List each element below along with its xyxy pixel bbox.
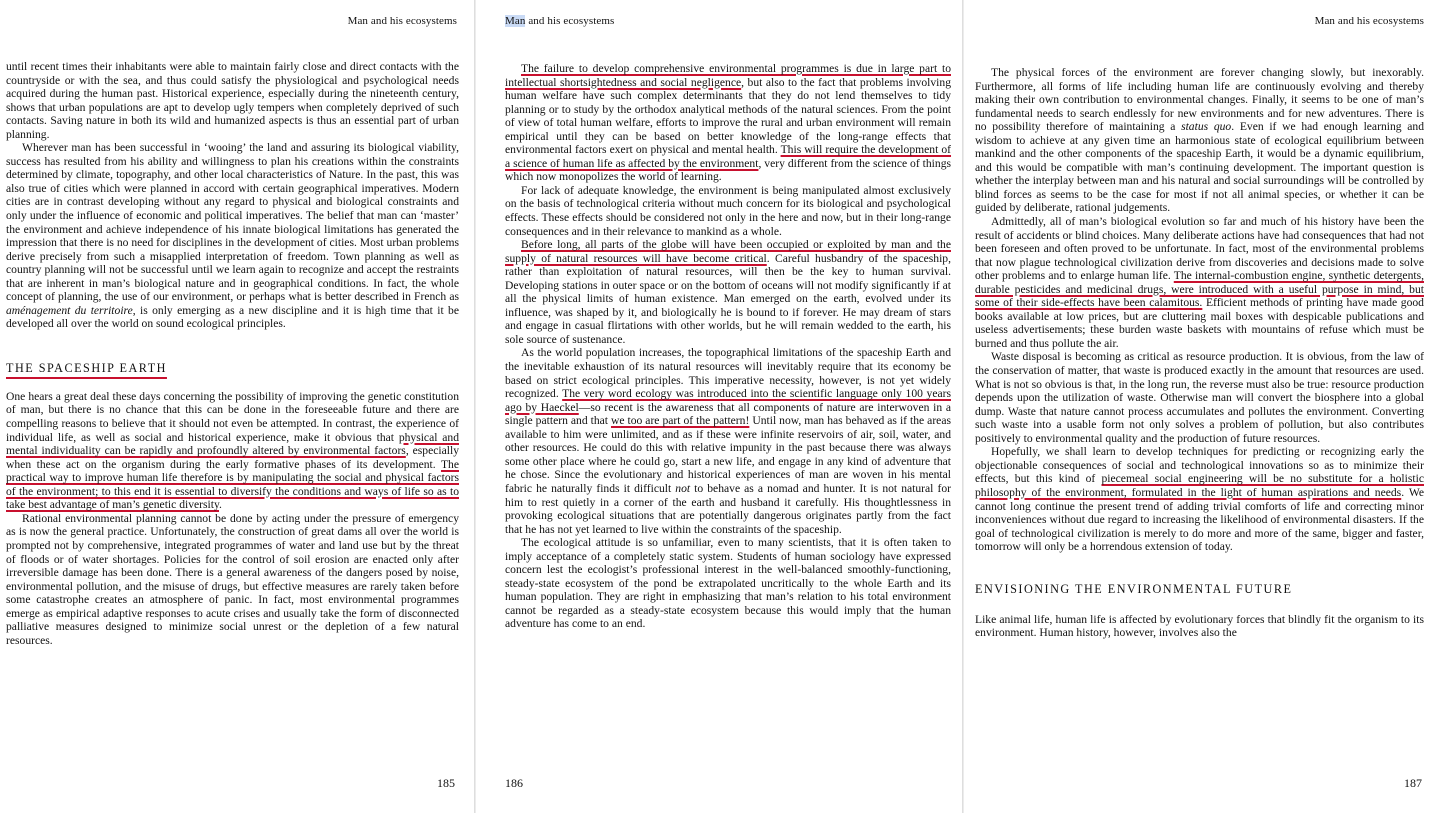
text-run: . We cannot long continue the present trend of adding trivial comforts of life and correcting minor inconveniences without due regard to increasing the likelihood of environmental disasters. If the goal of technological civilization is merely to do more and more of the same, bigger and faster, tomorrow will only be a horrendous extension of today. <box>975 485 1425 554</box>
running-head: Man and his ecosystems <box>1314 15 1424 27</box>
underlined-passage: This will require the development of a science of human life as affected by the environment <box>505 143 952 170</box>
page-gutter <box>962 0 964 813</box>
text-run: . Careful husbandry of the spaceship, rather than exploitation of natural resources, will then be the key to human survival. Developing stations in outer space or on the bottom of oceans will not modify significantly if at all the physical limits of human existence. Man emerged on the earth, evolved under its influence, was shaped by it, and biologically he is bound to if forever. He may dream of stars and engage in casual flirtations with other worlds, but he will remain wedded to the earth, his sole source of sustenance. <box>505 251 951 346</box>
text-run: Hopefully, we shall learn to develop techniques for predicting or recognizing early the objectionable consequences of social and technological innovations so as to minimize their effects, but this kind of <box>975 445 1424 486</box>
paragraph: For lack of adequate knowledge, the environment is being manipulated almost exclusively on the basis of technological criteria without much concern for its biological and psychological effects. These effects should be considered not only in the here and now, but in their long-range consequences and in their relevance to mankind as a whole. <box>505 183 951 238</box>
text-run: Admittedly, all of man’s biological evolution so far and much of his history have been the result of accidents or blind choices. Many deliberate actions have had consequences that had not been foreseen and often proved to be unfortunate. In fact, most of the environmental problems that now plague technological civilization derive from discoveries and decisions made to solve other problems and to enlarge human life. <box>975 215 1424 283</box>
paragraph <box>975 215 1424 350</box>
underlined-passage: The practical way to improve human life therefore is by manipulating the social and physical factors of the environment; to this end it is essential to diversify the conditions and ways of life so as to take best advantage of man’s genetic diversity <box>6 457 459 512</box>
page-185 <box>0 0 475 813</box>
page-body <box>6 60 459 647</box>
underlined-passage: The very word ecology was introduced into the scientific language only 100 years ago by Haeckel <box>505 387 951 414</box>
text-run: , is only emerging as a new discipline and it is high time that it be developed all over the world on sound ecological principles. <box>6 303 459 331</box>
paragraph <box>6 390 459 512</box>
page-body <box>505 62 951 631</box>
text-run: One hears a great deal these days concerning the possibility of improving the genetic constitution of man, but there is no chance that this can be done in the foreseeable future and there are compelling reasons to believe that it should not even be attempted. In contrast, the experience of individual life, as well as social and historical experience, make it obvious that <box>6 389 459 444</box>
text-run: . Even if we had enough learning and wisdom to achieve at any given time an harmonious state of ecological equilibrium between mankind and the other components of the spaceship Earth, it would be a dynamic equilibrium, and this would be compatible with man’s continuing development. The important question is whether the interplay between man and his natural and social surroundings will be controlled by blind forces as seems to be the case for most if not all animal species, or whether it can be guided by deliberate, rational judgements. <box>975 120 1424 215</box>
emphasis: status quo <box>1181 120 1232 134</box>
text-run: , but also to the fact that problems involving human welfare have such complex determinants that they do not lend themselves to tidy planning or to study by the orthodox analytical methods of the natural sciences. From the point of view of total human welfare, efforts to improve the rural and urban environment will remain empirical until they can be based on better knowledge of the long-range effects that environmental factors exert on physical and mental health. <box>505 75 951 157</box>
text-run: The physical forces of the environment are forever changing slowly, but inexorably. Furthermore, all forms of life including human life are continuously evolving and thereby making their own contribution to environmental changes. Finally, it seems to be one of man’s fundamental needs to search endlessly for new environments and for new adventures. There is no possibility therefore of maintaining a <box>975 66 1424 134</box>
text-run: , very different from the science of things which now monopolizes the world of learning. <box>505 156 951 184</box>
text-run: and his ecosystems <box>525 15 615 27</box>
paragraph: Rational environmental planning cannot be done by acting under the pressure of emergency as is now the general practice. Unfortunately, the construction of great dams all over the world is prompted not by comprehensive, integrated programmes of water and land use but by the threat of floods or of water shortages. Policies for the control of soil erosion are enacted only after irreversible damage has been done. There is a general awareness of the dangers posed by noise, environmental pollution, and the misuse of drugs, but effective measures are rarely taken before some catastrophe creates an atmosphere of panic. In fact, most environmental programmes emerge as empirical adaptive responses to acute crises and usually take the form of disconnected palliative measures designed to minimize social unrest or the depletion of a few natural resources. <box>6 511 459 647</box>
underlined-passage: The internal-combustion engine, synthetic detergents, durable pesticides and medicinal drugs, were introduced with a useful purpose in mind, but some of their side-effects have been calamitous. <box>975 269 1424 310</box>
text-run: . <box>219 498 222 512</box>
section-heading: ENVISIONING THE ENVIRONMENTAL FUTURE <box>975 581 1293 596</box>
page-gutter <box>474 0 476 813</box>
page-number: 185 <box>437 776 455 790</box>
running-head: Man and his ecosystems <box>347 15 457 27</box>
text-run: —so recent is the awareness that all components of nature are interwoven in a single pattern and that <box>505 400 952 428</box>
paragraph <box>505 346 951 536</box>
page-187 <box>963 0 1456 813</box>
text-run: Wherever man has been successful in ‘wooing’ the land and assuring its biological viability, success has resulted from his ability and willingness to plan his creations within the constraints determined by climate, topography, and other local characteristics of Nature. In the past, this was also true of cities which were planned in accord with certain geographical imperatives. Modern cities are in contrast developing without any regard to physical and biological constraints and only under the influence of economic and political imperatives. The belief that man can ‘master’ the environment and achieve independence of his innate biological limitations has generated the impression that there is no need for disciplines in the development of cities. Most urban problems derive precisely from such a misapplied interpretation of freedom. Town planning as well as country planning will not be successful until we learn again to recognize and accept the restraints that are inherent in man’s biological nature and in geographical conditions. In fact, the whole concept of planning, the use of our environment, or perhaps what is better described in French as <box>6 141 459 304</box>
paragraph <box>6 141 459 331</box>
text-run: Until now, man has behaved as if the areas available to him were unlimited, and as if these were infinite reservoirs of air, soil, water, and other resources. He could do this with relative impunity in the past because there was always some other place where he could go, start a new life, and engage in any kind of adventure that he chose. Since the evolutionary and historical experiences of man are woven in his mental fabric he naturally finds it difficult <box>505 414 951 495</box>
selected-word[interactable]: Man <box>505 15 526 27</box>
emphasis: not <box>675 481 691 495</box>
text-run: As the world population increases, the topographical limitations of the spaceship Earth and the inevitable exhaustion of its natural resources will inevitably require that its economy be based on strict ecological principles. This imperative necessity, however, is not yet widely recognized. <box>505 346 951 401</box>
emphasis: aménagement du territoire <box>6 303 133 317</box>
paragraph: Waste disposal is becoming as critical as resource production. It is obvious, from the law of the conservation of matter, that waste is produced exactly in the amount that resources are used. What is not so obvious is that, in the long run, the reverse must also be true: resource production depends upon the utilization of waste. Otherwise man will convert the biosphere into a global dump. Waste that nature cannot process accumulates and pollutes the environment. Converting such waste into a usable form not only solves a problem of pollution, but also contributes positively to environmental quality and the production of future resources. <box>975 350 1424 445</box>
text-run: Efficient methods of printing have made good books available at low prices, but are cluttering mail boxes with despicable publications and useless advertisements; these burden waste baskets with mountains of refuse which must be burned and thus pollute the air. <box>975 296 1424 350</box>
paragraph <box>505 238 951 346</box>
paragraph <box>505 62 951 184</box>
section-heading: THE SPACESHIP EARTH <box>6 360 167 375</box>
page-number: 186 <box>505 776 523 790</box>
underlined-passage: The failure to develop comprehensive environmental programmes is due in large part to intellectual shortsightedness and social negligence <box>505 62 951 89</box>
underlined-passage: we too are part of the pattern! <box>610 414 750 428</box>
paragraph: until recent times their inhabitants were able to maintain fairly close and direct contacts with the countryside or with the sea, and thus could satisfy the physiological and psychological needs acquired during the human past. Historical experience, especially during the nineteenth century, shows that urban populations are apt to develop ugly tempers when completely deprived of such contacts. Saving nature in both its wild and humanized aspects is thus an essential part of urban planning. <box>6 60 459 141</box>
text-run: to behave as a nomad and hunter. It is not natural for him to rest quietly in a corner of the earth and husband it carefully. His thoughtlessness in provoking ecological situations that are potentially dangerous originates partly from the fact that he has not yet learned to live within the constraints of the spaceship. <box>505 481 951 536</box>
paragraph: Like animal life, human life is affected by evolutionary forces that blindly fit the organism to its environment. Human history, however, involves also the <box>975 612 1424 640</box>
text-run: , especially when these act on the organism during the early formative phases of its development. <box>6 444 459 471</box>
page-number: 187 <box>1404 776 1422 790</box>
underlined-passage: Before long, all parts of the globe will have been occupied or exploited by man and the supply of natural resources will have become critical <box>505 238 951 265</box>
page-body <box>975 66 1424 640</box>
paragraph <box>975 66 1424 215</box>
underlined-passage: physical and mental individuality can be rapidly and profoundly altered by environmental factors <box>6 430 459 458</box>
running-head <box>505 15 614 27</box>
paragraph: The ecological attitude is so unfamiliar, even to many scientists, that it is often taken to imply acceptance of a completely static system. Students of human sociology have expressed concern lest the ecologist’s professional interest in the well-balanced smoothly-functioning, steady-state ecosystem of the pond be extrapolated uncritically to the whole Earth and its human population. They are right in emphasizing that man’s relation to his total environment cannot be regarded as a steady-state ecosystem because this would imply that the human adventure has come to an end. <box>505 536 951 631</box>
paragraph <box>975 445 1424 553</box>
page-186 <box>475 0 963 813</box>
underlined-passage: piecemeal social engineering will be no substitute for a holistic philosophy of the environment, formulated in the light of human aspirations and needs <box>975 472 1424 499</box>
